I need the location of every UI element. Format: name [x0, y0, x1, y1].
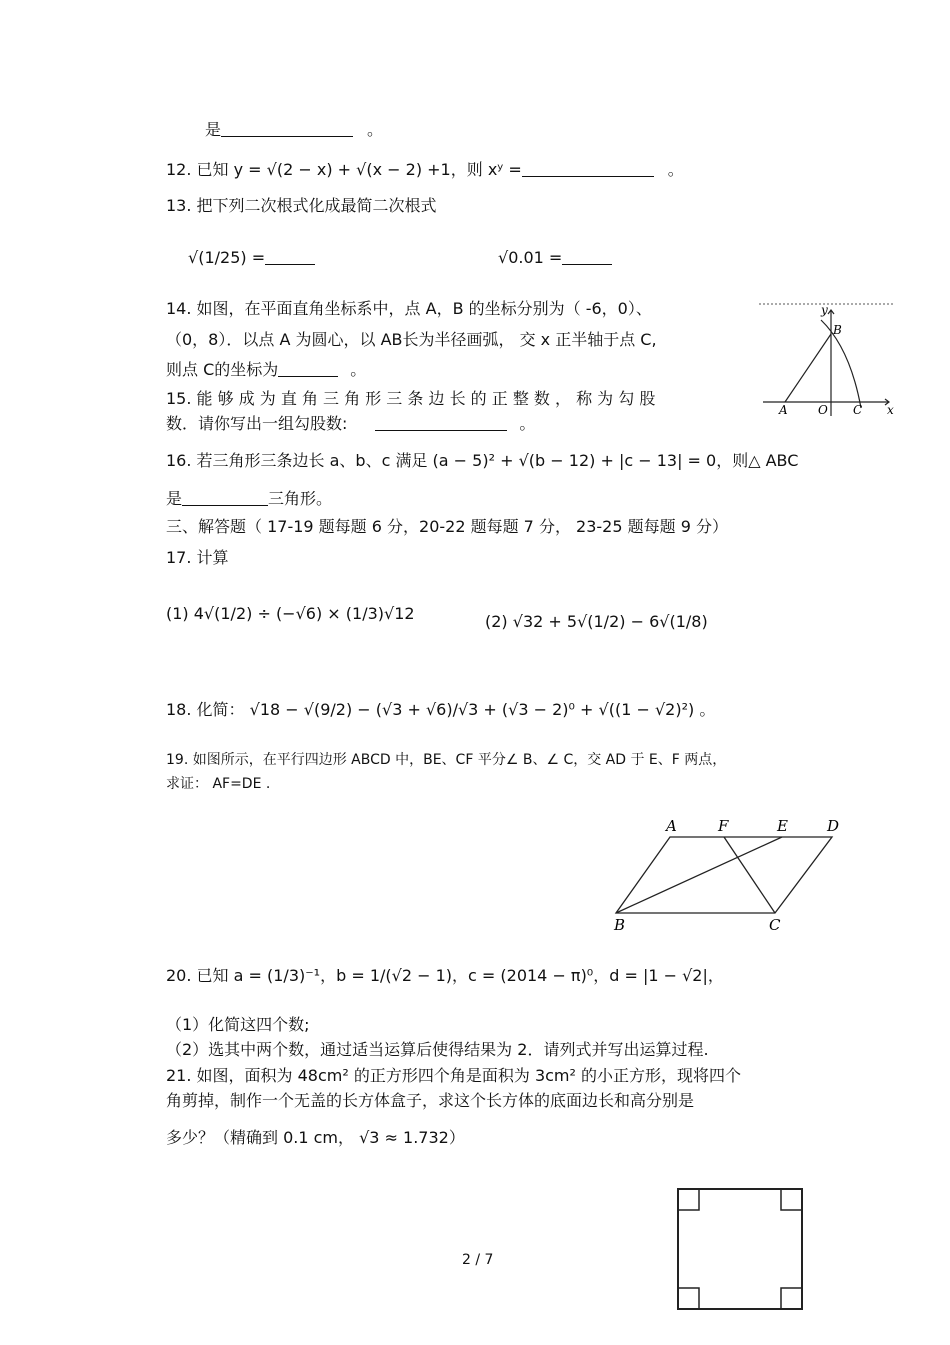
- q20-sub2: （2）选其中两个数，通过适当运算后使得结果为 2．请列式并写出运算过程.: [166, 1040, 709, 1059]
- q16-line2: 是 三角形。: [166, 489, 333, 508]
- q15-answer-blank[interactable]: [375, 414, 507, 431]
- q13-a-blank[interactable]: [265, 248, 315, 265]
- q17-part2: (2) √32 + 5√(1/2) − 6√(1/8): [485, 612, 708, 631]
- q14-line3: 则点 C的坐标为 。: [166, 360, 367, 379]
- q14-line1: 14. 如图，在平面直角坐标系中，点 A，B 的坐标分别为（ -6，0）、: [166, 299, 652, 318]
- fig2-label-f: F: [718, 817, 729, 835]
- q20-sub1: （1）化简这四个数;: [166, 1015, 310, 1034]
- q16-answer-blank[interactable]: [182, 489, 268, 506]
- q14-coordinate-figure: [755, 298, 900, 423]
- fig2-label-b: B: [614, 916, 626, 934]
- segment-be: [616, 837, 782, 913]
- section-3-heading: 三、解答题（ 17-19 题每题 6 分，20-22 题每题 7 分， 23-25 题每题 9 分）: [166, 517, 728, 536]
- fig2-label-e: E: [777, 817, 788, 835]
- q21-line1: 21. 如图，面积为 48cm² 的正方形四个角是面积为 3cm² 的小正方形，现将四个: [166, 1066, 742, 1085]
- q11-line: 是 。: [205, 120, 384, 139]
- q14-line2: （0，8）．以点 A 为圆心，以 AB长为半径画弧， 交 x 正半轴于点 C,: [166, 330, 657, 349]
- page-number: 2 / 7: [462, 1252, 494, 1268]
- corner-square-tl: [678, 1189, 699, 1210]
- q14-answer-blank[interactable]: [278, 360, 338, 377]
- fig-label-x: x: [887, 403, 894, 417]
- q21-line3: 多少？（精确到 0.1 cm， √3 ≈ 1.732）: [166, 1128, 465, 1147]
- q11-answer-blank[interactable]: [221, 120, 353, 137]
- fig2-label-d: D: [827, 817, 840, 835]
- q13-b-blank[interactable]: [562, 248, 612, 265]
- q19-line1: 19. 如图所示，在平行四边形 ABCD 中，BE、CF 平分∠ B、∠ C，交 AD 于 E、F 两点，: [166, 752, 727, 768]
- q19-line2: 求证： AF=DE .: [166, 776, 271, 792]
- q17-part1: (1) 4√(1/2) ÷ (−√6) × (1/3)√12: [166, 604, 415, 623]
- q19-parallelogram-figure: [610, 815, 850, 940]
- q12-line: 12. 已知 y = √(2 − x) + √(x − 2) +1，则 xʸ = 。: [166, 160, 684, 179]
- q12-answer-blank[interactable]: [522, 160, 654, 177]
- q13-part-b: √0.01 =: [498, 248, 612, 268]
- q15-line2: 数．请你写出一组勾股数: 。: [166, 414, 536, 433]
- corner-square-bl: [678, 1288, 699, 1309]
- segment-cf: [724, 837, 775, 913]
- fig-label-b: B: [833, 323, 842, 337]
- fig2-label-c: C: [769, 916, 781, 934]
- q12-text: 12. 已知 y = √(2 − x) + √(x − 2) +1，则 xʸ =: [166, 160, 522, 179]
- corner-square-br: [781, 1288, 802, 1309]
- q18-line: 18. 化简： √18 − √(9/2) − (√3 + √6)/√3 + (√3 − 2)⁰ + √((1 − √2)²) 。: [166, 700, 716, 719]
- q21-line2: 角剪掉，制作一个无盖的长方体盒子，求这个长方体的底面边长和高分别是: [166, 1091, 695, 1110]
- q15-line1: 15. 能 够 成 为 直 角 三 角 形 三 条 边 长 的 正 整 数 ， 称 为 勾 股: [166, 389, 656, 408]
- corner-square-tr: [781, 1189, 802, 1210]
- q20-line1: 20. 已知 a = (1/3)⁻¹，b = 1/(√2 − 1)，c = (2014 − π)⁰，d = |1 − √2|，: [166, 966, 724, 985]
- q13-part-a: √(1/25) =: [188, 248, 315, 268]
- fig-label-o: O: [818, 403, 828, 417]
- fig2-label-a: A: [666, 817, 677, 835]
- fig-label-y: y: [821, 303, 828, 317]
- segment-ab: [785, 334, 831, 402]
- fig-label-a: A: [779, 403, 788, 417]
- q21-square-figure: [676, 1187, 806, 1312]
- outer-square: [678, 1189, 802, 1309]
- fig-label-c: C: [853, 403, 863, 417]
- parallelogram-abcd: [616, 837, 832, 913]
- q13-title: 13. 把下列二次根式化成最简二次根式: [166, 196, 437, 215]
- q17-title: 17. 计算: [166, 548, 229, 567]
- q16-line1: 16. 若三角形三条边长 a、b、c 满足 (a − 5)² + √(b − 12) + |c − 13| = 0，则△ ABC: [166, 451, 799, 470]
